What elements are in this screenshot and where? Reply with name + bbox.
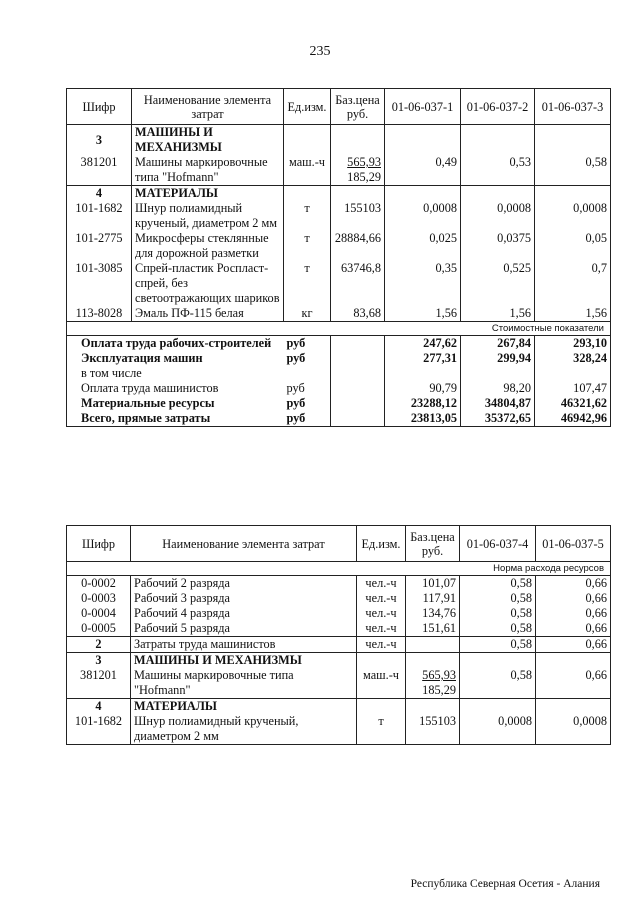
resource-table-2	[66, 525, 611, 745]
section-row-materials	[67, 699, 611, 715]
section-title: МАШИНЫ И МЕХАНИЗМЫ	[131, 653, 357, 669]
cost-indicators-row	[67, 322, 611, 336]
col-code-4-header: 01-06-037-4	[460, 526, 536, 562]
col-code-1-header: 01-06-037-1	[385, 89, 461, 125]
col-unit-header: Ед.изм.	[357, 526, 406, 562]
resource-table-1	[66, 88, 611, 427]
including-note: в том числе	[81, 366, 142, 380]
table-row: 381201 Машины маркировочные типа "Hofmann" маш.-ч 565,93 185,29 0,49 0,53 0,58	[67, 155, 611, 186]
price-machine-operator: 185,29	[422, 683, 456, 697]
section-row-materials	[67, 186, 611, 202]
col-code-header: Шифр	[67, 89, 132, 125]
cost-row: Материальные ресурсы руб 23288,12 34804,87 46321,62	[67, 396, 611, 411]
table-row: 381201 Машины маркировочные типа "Hofmann" маш.-ч 565,93 185,29 0,58 0,66	[67, 668, 611, 699]
table-header-row	[67, 89, 611, 125]
section-title: МАТЕРИАЛЫ	[131, 699, 357, 715]
price-machine: 565,93	[422, 668, 456, 682]
col-name-header: Наименование элемента затрат	[131, 526, 357, 562]
norm-label: Норма расхода ресурсов	[67, 562, 611, 576]
norm-row	[67, 562, 611, 576]
cost-row: Эксплуатация машин в том числе руб 277,31 299,94 328,24	[67, 351, 611, 381]
section-number: 3	[67, 125, 132, 156]
cost-row: Оплата труда машинистов руб 90,79 98,20 107,47	[67, 381, 611, 396]
table-row: 101-1682 Шнур полиамидный крученый, диаметром 2 мм т 155103 0,0008 0,0008 0,0008	[67, 201, 611, 231]
table-row: 0-0003 Рабочий 3 разряда чел.-ч 117,91 0,58 0,66	[67, 591, 611, 606]
section-number: 3	[67, 653, 131, 669]
col-price-header: Баз.цена руб.	[406, 526, 460, 562]
table-row: 101-3085 Спрей-пластик Роспласт-спрей, без светоотражающих шариков т 63746,8 0,35 0,525 0,7	[67, 261, 611, 306]
table-row: 0-0002 Рабочий 2 разряда чел.-ч 101,07 0,58 0,66	[67, 576, 611, 592]
section-row-machines	[67, 653, 611, 669]
table-row: 113-8028 Эмаль ПФ-115 белая кг 83,68 1,56 1,56 1,56	[67, 306, 611, 322]
col-code-3-header: 01-06-037-3	[535, 89, 611, 125]
cost-indicators-label: Стоимостные показатели	[67, 322, 611, 336]
table-row: 101-2775 Микросферы стеклянные для дорожной разметки т 28884,66 0,025 0,0375 0,05	[67, 231, 611, 261]
table-header-row	[67, 526, 611, 562]
cost-row-total: Всего, прямые затраты руб 23813,05 35372,65 46942,96	[67, 411, 611, 427]
col-price-header: Баз.цена руб.	[331, 89, 385, 125]
table-row: 0-0004 Рабочий 4 разряда чел.-ч 134,76 0,58 0,66	[67, 606, 611, 621]
page-number: 235	[309, 44, 331, 59]
col-name-header: Наименование элемента затрат	[132, 89, 284, 125]
footer-region: Республика Северная Осетия - Алания	[410, 878, 600, 890]
section-number: 4	[67, 699, 131, 715]
price-machine-operator: 185,29	[347, 170, 381, 184]
section-number: 4	[67, 186, 132, 202]
price-machine: 565,93	[347, 155, 381, 169]
cost-row: Оплата труда рабочих-строителей руб 247,62 267,84 293,10	[67, 336, 611, 352]
table-row-operators: 2 Затраты труда машинистов чел.-ч 0,58 0,66	[67, 637, 611, 653]
table-row: 101-1682 Шнур полиамидный крученый, диаметром 2 мм т 155103 0,0008 0,0008	[67, 714, 611, 745]
col-code-2-header: 01-06-037-2	[461, 89, 535, 125]
col-code-5-header: 01-06-037-5	[536, 526, 611, 562]
col-unit-header: Ед.изм.	[284, 89, 331, 125]
section-title: МАТЕРИАЛЫ	[132, 186, 284, 202]
table-row: 0-0005 Рабочий 5 разряда чел.-ч 151,61 0,58 0,66	[67, 621, 611, 637]
section-title: МАШИНЫ И МЕХАНИЗМЫ	[132, 125, 284, 156]
col-code-header: Шифр	[67, 526, 131, 562]
section-row-machines	[67, 125, 611, 156]
